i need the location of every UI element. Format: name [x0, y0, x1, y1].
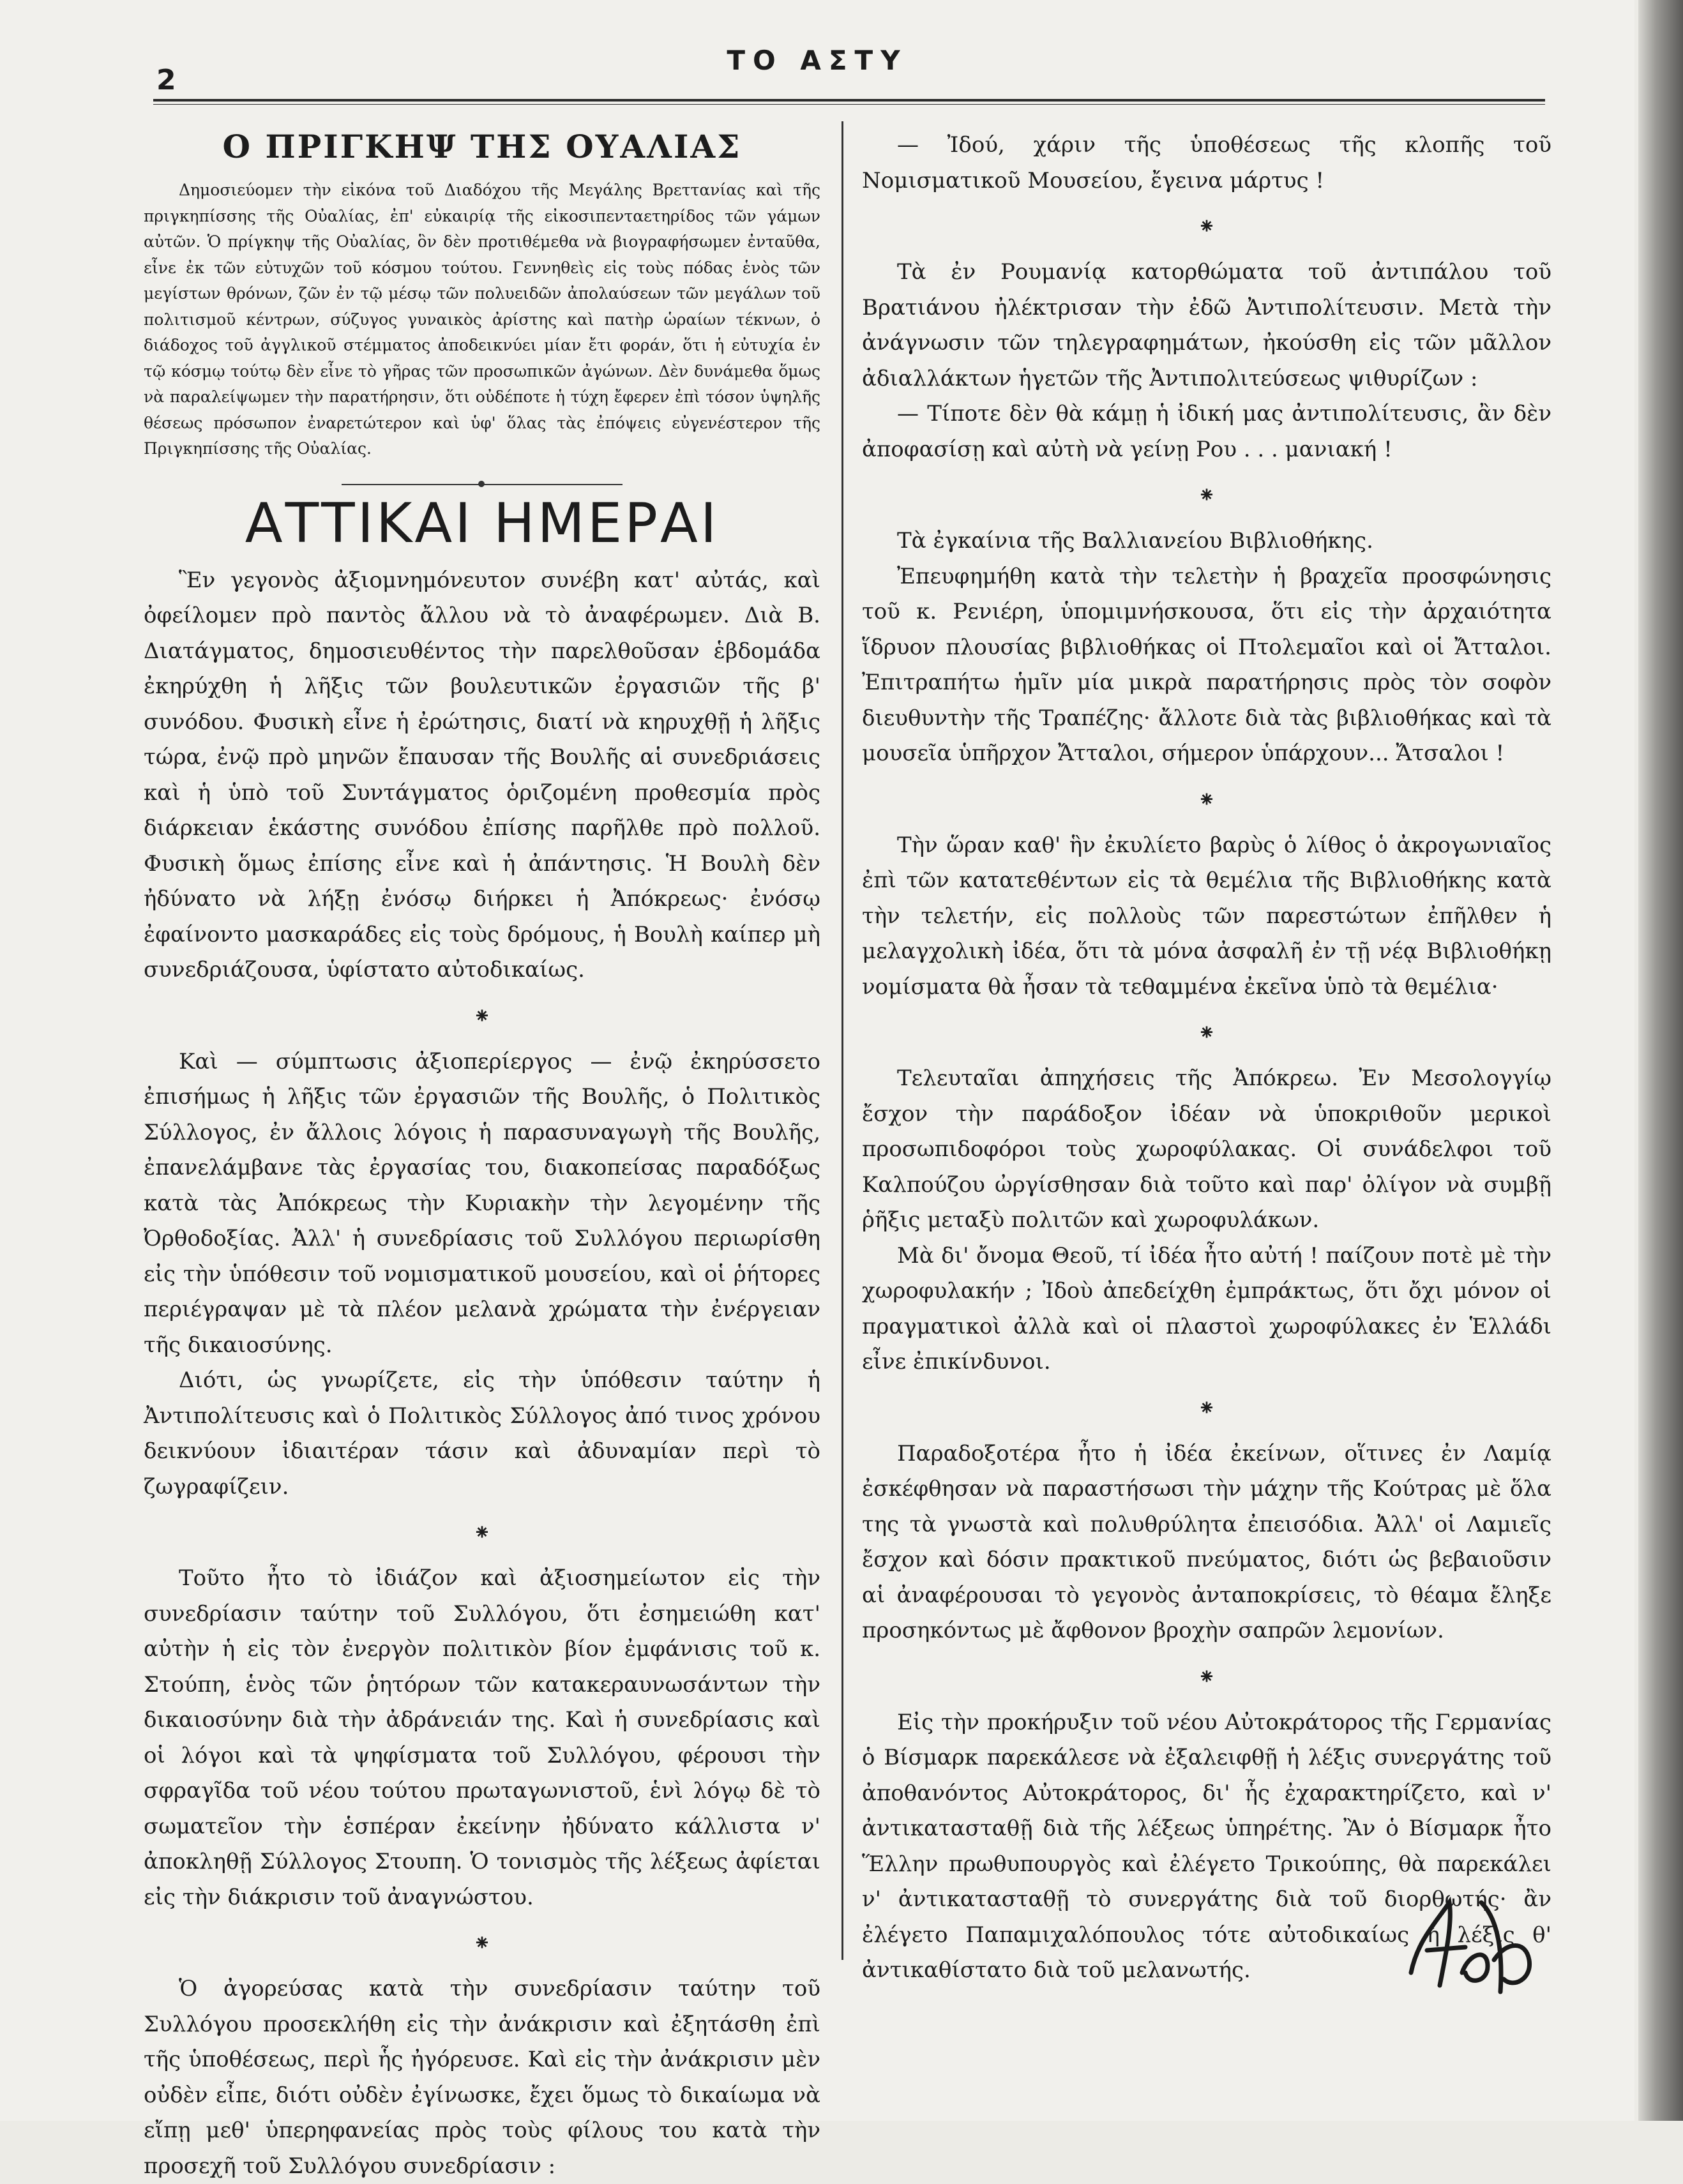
article-paragraph: Τὰ ἐν Ρουμανίᾳ κατορθώματα τοῦ ἀντιπάλου τοῦ Βρατιάνου ἠλέκτρισαν τὴν ἐδῶ Ἀντιπολίτευσιν. Μετὰ τὴν ἀνάγνωσιν τῶν τηλεγραφημάτων, ἠκούσθη εἰς τῶν μᾶλλον ἀδιαλλάκτων ἡγετῶν τῆς Ἀντιπολιτεύσεως ψιθυρίζων : [862, 259, 1551, 391]
article-paragraph: Εἰς τὴν προκήρυξιν τοῦ νέου Αὐτοκράτορος τῆς Γερμανίας ὁ Βίσμαρκ παρεκάλεσε νὰ ἐξαλειφθῇ ἡ λέξις συνεργάτης τοῦ ἀποθανόντος Αὐτοκράτορος, δι' ἧς ἐχαρακτηρίζετο, καὶ ν' ἀντικατασταθῇ διὰ τῆς λέξεως ὑπηρέτης. Ἂν ὁ Βίσμαρκ ἦτο Ἕλλην πρωθυπουργὸς καὶ ἐλέγετο Τρικούπης, θὰ παρεκάλει ν' ἀντικατασταθῇ τὸ συνεργάτης διὰ τοῦ διορθωτής· ἂν ἐλέγετο Παπαμιχαλόπουλος τότε αὐτοδικαίως ἡ λέξις θ' ἀντικαθίστατο διὰ τοῦ μελανωτής. [862, 1709, 1551, 1983]
asterism: ⁕ [1197, 1664, 1216, 1690]
asterism: ⁕ [1197, 787, 1216, 813]
article-paragraph: Τοῦτο ἦτο τὸ ἰδιάζον καὶ ἀξιοσημείωτον εἰς τὴν συνεδρίασιν ταύτην τοῦ Συλλόγου, ὅτι ἐσημειώθη κατ' αὐτὴν ἡ εἰς τὸν ἐνεργὸν πολιτικὸν βίον ἐμφάνισις τοῦ κ. Στούπη, ἑνὸς τῶν ῥητόρων τῶν κατακεραυνωσάντων τὴν δικαιοσύνην διὰ τὴν ἀδράνειάν της. Καὶ ἡ συνεδρίασις καὶ οἱ λόγοι καὶ τὰ ψηφίσματα τοῦ Συλλόγου, φέρουσι τὴν σφραγῖδα τοῦ νέου τούτου πρωταγωνιστοῦ, ἑνὶ λόγῳ δὲ τὸ σωματεῖον τὴν ἑσπέραν ἐκείνην ἠδύνατο κάλλιστα ν' ἀποκληθῇ Σύλλογος Στουπη. Ὁ τονισμὸς τῆς λέξεως ἀφίεται εἰς τὴν διάκρισιν τοῦ ἀναγνώστου. [144, 1565, 820, 1910]
article-paragraph: Ἐπευφημήθη κατὰ τὴν τελετὴν ἡ βραχεῖα προσφώνησις τοῦ κ. Ρενιέρη, ὑπομιμνήσκουσα, ὅτι εἰς τὴν ἀρχαιότητα ἵδρυον πλουσίας βιβλιοθήκας οἱ Πτολεμαῖοι καὶ οἱ Ἄτταλοι. Ἐπιτραπήτω ἡμῖν μία μικρὰ παρατήρησις πρὸς τὸν σοφὸν διευθυντὴν τῆς Τραπέζης· ἄλλοτε διὰ τὰς βιβλιοθήκας καὶ τὰ μουσεῖα ὑπῆρχον Ἄτταλοι, σήμερον ὑπάρχουν... Ἄτσαλοι ! [862, 563, 1551, 766]
asterism: ⁕ [1197, 1395, 1216, 1421]
asterism: ⁕ [1197, 483, 1216, 508]
header-rule-thin [153, 104, 1545, 105]
prince-title: Ο ΠΡΙΓΚΗΨ ΤΗΣ ΟΥΑΛΙΑΣ [222, 128, 742, 165]
asterism: ⁕ [1197, 214, 1216, 239]
asterism: ⁕ [1197, 1020, 1216, 1046]
article-paragraph: Ὁ ἀγορεύσας κατὰ τὴν συνεδρίασιν ταύτην τοῦ Συλλόγου προσεκλήθη εἰς τὴν ἀνάκρισιν καὶ ἐξητάσθη ἐπὶ τῆς ὑποθέσεως, περὶ ἧς ἠγόρευσε. Καὶ εἰς τὴν ἀνάκρισιν μὲν οὐδὲν εἶπε, διότι οὐδὲν ἐγίνωσκε, ἔχει ὅμως τὸ δικαίωμα νὰ εἴπῃ μεθ' ὑπερηφανείας πρὸς τοὺς φίλους του κατὰ τὴν προσεχῆ τοῦ Συλλόγου συνεδρίασιν : [144, 1976, 820, 2179]
asterism: ⁕ [472, 1931, 492, 1956]
asterism: ⁕ [472, 1520, 492, 1546]
masthead: ΤΟ ΑΣΤΥ [727, 45, 908, 76]
article-paragraph: — Τίποτε δὲν θὰ κάμῃ ἡ ἰδική μας ἀντιπολίτευσις, ἂν δὲν ἀποφασίσῃ καὶ αὐτὴ νὰ γείνῃ Ρου . . . μανιακή ! [862, 401, 1551, 462]
left-column [144, 128, 820, 2184]
section-divider [342, 484, 623, 485]
article-paragraph: — Ἰδού, χάριν τῆς ὑποθέσεως τῆς κλοπῆς τοῦ Νομισματικοῦ Μουσείου, ἔγεινα μάρτυς ! [862, 132, 1551, 193]
right-column [862, 128, 1551, 1989]
article-paragraph: Μὰ δι' ὄνομα Θεοῦ, τί ἰδέα ἦτο αὐτή ! παίζουν ποτὲ μὲ τὴν χωροφυλακήν ; Ἰδοὺ ἀπεδείχθη ἐμπράκτως, ὅτι ὄχι μόνον οἱ πραγματικοὶ ἀλλὰ καὶ οἱ πλαστοὶ χωροφύλακες ἐν Ἑλλάδι εἶνε ἐπικίνδυνοι. [862, 1242, 1551, 1374]
attikai-title: ΑΤΤΙΚΑΙ ΗΜΕΡΑΙ [245, 491, 720, 555]
article-paragraph: Τὰ ἐγκαίνια τῆς Βαλλιανείου Βιβλιοθήκης. [897, 528, 1373, 554]
header-rule [153, 99, 1545, 102]
asterism: ⁕ [472, 1003, 492, 1029]
prince-text: Δημοσιεύομεν τὴν εἰκόνα τοῦ Διαδόχου τῆς Μεγάλης Βρεττανίας καὶ τῆς πριγκηπίσσης τῆς Οὐαλίας, ἐπ' εὐκαιρίᾳ τῆς εἰκοσιπενταετηρίδος τῶν γάμων αὐτῶν. Ὁ πρίγκηψ τῆς Οὐαλίας, ὃν δὲν προτιθέμεθα νὰ βιογραφήσωμεν ἐνταῦθα, εἶνε ἐκ τῶν εὐτυχῶν τοῦ κόσμου τούτου. Γεννηθεὶς εἰς τοὺς πόδας ἑνὸς τῶν μεγίστων θρόνων, ζῶν ἐν τῷ μέσῳ τῶν πολυειδῶν ἀπολαύσεων τῶν μεγάλων τοῦ πολιτισμοῦ κέντρων, σύζυγος γυναικὸς ἀρίστης καὶ πατὴρ ὡραίων τέκνων, ὁ διάδοχος τοῦ ἀγγλικοῦ στέμματος ἀποδεικνύει μίαν ἔτι φοράν, ὅτι ἡ εὐτυχία ἐν τῷ κόσμῳ τούτῳ δὲν εἶνε τὸ γῆρας τῶν προσωπικῶν ἀγώνων. Δὲν δυνάμεθα ὅμως νὰ παραλείψωμεν τὴν παρατήρησιν, ὅτι οὐδέποτε ἡ τύχη ἔφερεν ἐπὶ τόσον ὑψηλῆς θέσεως πρόσωπον ἐναρετώτερον καὶ ὑφ' ὅλας τὰς ἐπόψεις εὐγενέστερον τῆς Πριγκηπίσσης τῆς Οὐαλίας. [144, 181, 820, 458]
article-paragraph: Διότι, ὡς γνωρίζετε, εἰς τὴν ὑπόθεσιν ταύτην ἡ Ἀντιπολίτευσις καὶ ὁ Πολιτικὸς Σύλλογος ἀπό τινος χρόνου δεικνύουν ἰδιαιτέραν τάσιν καὶ ἀδυναμίαν περὶ τὸ ζωγραφίζειν. [144, 1367, 820, 1500]
author-signature [1392, 1864, 1558, 2005]
page-number: 2 [156, 64, 176, 96]
article-paragraph: Τὴν ὥραν καθ' ἣν ἐκυλίετο βαρὺς ὁ λίθος ὁ ἀκρογωνιαῖος ἐπὶ τῶν κατατεθέντων εἰς τὰ θεμέλια τῆς Βιβλιοθήκης κατὰ τὴν τελετήν, εἰς πολλοὺς τῶν παρεστώτων ἐπῆλθεν ἡ μελαγχολικὴ ἰδέα, ὅτι τὰ μόνα ἀσφαλῆ ἐν τῇ νέᾳ Βιβλιοθήκῃ νομίσματα θὰ ἦσαν τὰ τεθαμμένα ἐκεῖνα ὑπὸ τὰ θεμέλια· [862, 832, 1551, 1000]
article-paragraph: Τελευταῖαι ἀπηχήσεις τῆς Ἀπόκρεω. Ἐν Μεσολογγίῳ ἔσχον τὴν παράδοξον ἰδέαν νὰ ὑποκριθοῦν μερικοὶ προσωπιδοφόροι τοὺς χωροφύλακας. Οἱ συνάδελφοι τοῦ Καλπούζου ὠργίσθησαν διὰ τοῦτο καὶ παρ' ὀλίγον νὰ συμβῇ ῥῆξις μεταξὺ πολιτῶν καὶ χωροφυλάκων. [862, 1066, 1551, 1233]
article-paragraph: Ἓν γεγονὸς ἀξιομνημόνευτον συνέβη κατ' αὐτάς, καὶ ὀφείλομεν πρὸ παντὸς ἄλλου νὰ τὸ ἀναφέρωμεν. Διὰ Β. Διατάγματος, δημοσιευθέντος τὴν παρελθοῦσαν ἑβδομάδα ἐκηρύχθη ἡ λῆξις τῶν βουλευτικῶν ἐργασιῶν τῆς β' συνόδου. Φυσικὴ εἶνε ἡ ἐρώτησις, διατί νὰ κηρυχθῇ ἡ λῆξις τώρα, ἐνῷ πρὸ μηνῶν ἔπαυσαν τῆς Βουλῆς αἱ συνεδριάσεις καὶ ἡ ὑπὸ τοῦ Συντάγματος ὁριζομένη προθεσμία πρὸς διάρκειαν ἑκάστης συνόδου ἐπίσης παρῆλθε πρὸ πολλοῦ. Φυσικὴ ὅμως ἐπίσης εἶνε καὶ ἡ ἀπάντησις. Ἡ Βουλὴ δὲν ἠδύνατο νὰ λήξῃ ἐνόσῳ διήρκει ἡ Ἀπόκρεως· ἐνόσῳ ἐφαίνοντο μασκαράδες εἰς τοὺς δρόμους, ἡ Βουλὴ καίπερ μὴ συνεδριάζουσα, ὑφίστατο αὐτοδικαίως. [144, 567, 820, 983]
page-binding-edge [1638, 0, 1683, 2121]
article-paragraph: Παραδοξοτέρα ἦτο ἡ ἰδέα ἐκείνων, οἵτινες ἐν Λαμίᾳ ἐσκέφθησαν νὰ παραστήσωσι τὴν μάχην τῆς Κούτρας μὲ ὅλα της τὰ γνωστὰ καὶ πολυθρύλητα ἐπεισόδια. Ἀλλ' οἱ Λαμιεῖς ἔσχον καὶ δόσιν πρακτικοῦ πνεύματος, διότι ὡς βεβαιοῦσιν αἱ ἀναφέρουσαι τὸ γεγονὸς ἀνταποκρίσεις, τὸ θέαμα ἔληξε προσηκόντως μὲ ἄφθονον βροχὴν σαπρῶν λεμονίων. [862, 1440, 1551, 1643]
column-divider [842, 121, 843, 1960]
article-paragraph: Καὶ — σύμπτωσις ἀξιοπερίεργος — ἐνῷ ἐκηρύσσετο ἐπισήμως ἡ λῆξις τῶν ἐργασιῶν τῆς Βουλῆς, ὁ Πολιτικὸς Σύλλογος, ἐν ἄλλοις λόγοις ἡ παρασυναγωγὴ τῆς Βουλῆς, ἐπανελάμβανε τὰς ἐργασίας του, διακοπείσας παραδόξως κατὰ τὰς Ἀπόκρεως τὴν Κυριακὴν τὴν λεγομένην τῆς Ὀρθοδοξίας. Ἀλλ' ἡ συνεδρίασις τοῦ Συλλόγου περιωρίσθη εἰς τὴν ὑπόθεσιν τοῦ νομισματικοῦ μουσείου, καὶ οἱ ῥήτορες περιέγραψαν μὲ τὰ πλέον μελανὰ χρώματα τὴν ἐνέργειαν τῆς δικαιοσύνης. [144, 1048, 820, 1358]
